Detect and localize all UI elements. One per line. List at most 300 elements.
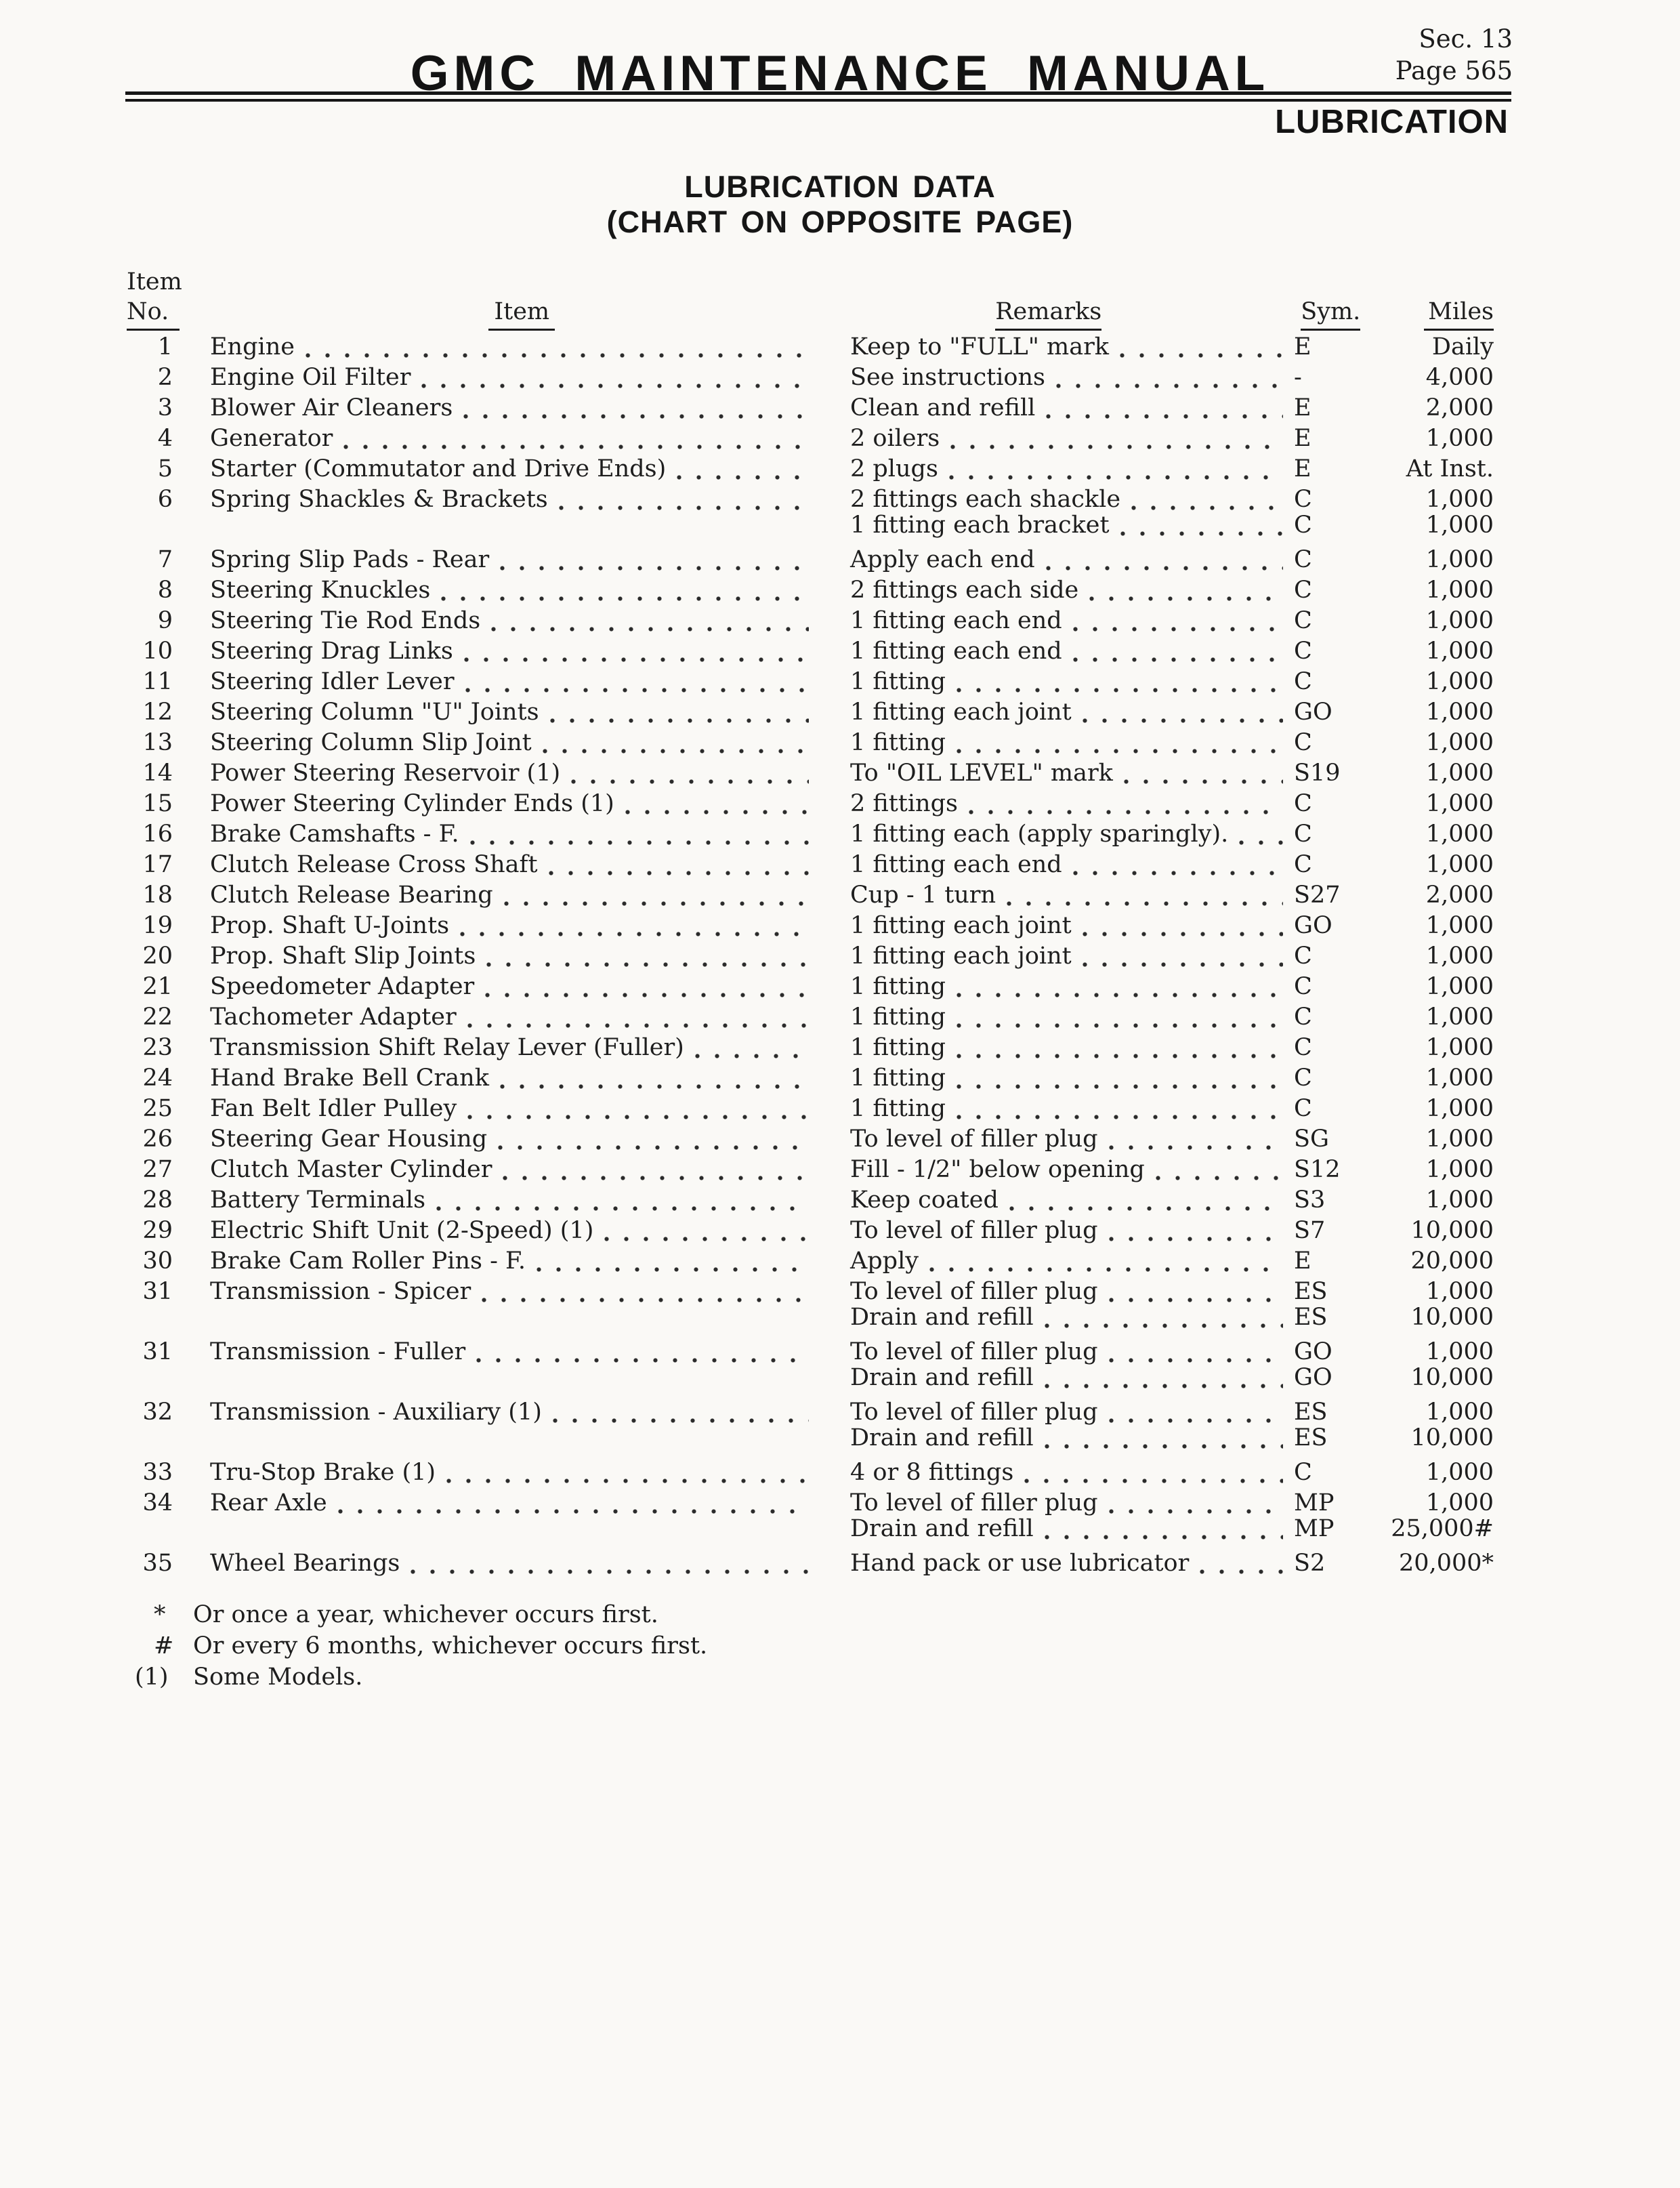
miles-cell: 1,000 (1425, 699, 1494, 726)
table-row (125, 667, 1511, 697)
dot-leader (467, 1023, 809, 1028)
item-cell (173, 1216, 820, 1246)
table-row (125, 393, 1511, 424)
remarks-cell (850, 606, 1294, 636)
dot-leader (1120, 531, 1283, 536)
symbol-cell: C (1294, 638, 1312, 665)
dot-leader (957, 1115, 1283, 1119)
dot-leader (1109, 1358, 1283, 1363)
remarks-text: 2 fittings each shackle (850, 486, 1121, 513)
remarks-cell (850, 454, 1294, 484)
remarks-text: Hand pack or use lubricator (850, 1550, 1190, 1577)
symbol-cell: C (1294, 512, 1312, 539)
footnote-text: Some Models. (193, 1664, 363, 1691)
remarks-cell (850, 1548, 1294, 1579)
item-text: Engine (210, 333, 295, 360)
dot-leader (1046, 414, 1283, 419)
miles-cell: 1,000 (1425, 912, 1494, 939)
dot-leader (500, 566, 809, 571)
item-cell (173, 363, 820, 393)
dot-leader (957, 688, 1283, 693)
symbol-cell: ES (1294, 1399, 1328, 1426)
item-cell (173, 1002, 820, 1033)
footnote (125, 1599, 1074, 1630)
dot-leader (500, 1084, 809, 1089)
footnote (125, 1630, 1074, 1661)
dot-leader (957, 749, 1283, 754)
item-text: Hand Brake Bell Crank (210, 1065, 489, 1092)
remarks-cell (850, 1033, 1294, 1063)
item-text: Power Steering Cylinder Ends (1) (210, 790, 614, 817)
item-text: Starter (Commutator and Drive Ends) (210, 455, 667, 482)
dot-leader (1045, 1323, 1283, 1328)
item-text: Clutch Release Cross Shaft (210, 851, 538, 878)
symbol-cell: C (1294, 1004, 1312, 1031)
item-cell (173, 1548, 820, 1579)
symbol-cell: S27 (1294, 882, 1341, 909)
item-cell (173, 850, 820, 880)
remarks-cell (850, 667, 1294, 697)
dot-leader (1045, 1444, 1283, 1449)
item-text: Wheel Bearings (210, 1550, 400, 1577)
item-cell (173, 1155, 820, 1185)
dot-leader (549, 871, 809, 875)
dot-leader (1073, 657, 1283, 662)
dot-leader (1200, 1569, 1283, 1574)
miles-cell: 1,000 (1425, 1034, 1494, 1061)
symbol-cell: S7 (1294, 1217, 1326, 1244)
dot-leader (441, 596, 809, 601)
miles-cell: 20,000 (1410, 1247, 1494, 1275)
table-row (125, 972, 1511, 1002)
miles-cell: 1,000 (1425, 1399, 1494, 1426)
remarks-cell (850, 545, 1294, 575)
remarks-text: 1 fitting each joint (850, 943, 1072, 970)
item-no-cell: 17 (142, 851, 173, 878)
item-text: Spring Shackles & Brackets (210, 486, 548, 513)
table-row (125, 1548, 1511, 1579)
symbol-cell: S12 (1294, 1156, 1341, 1183)
table-header-row (125, 297, 1511, 331)
remarks-cell (850, 424, 1294, 454)
miles-cell: 10,000 (1410, 1424, 1494, 1451)
table-row (125, 424, 1511, 454)
dot-leader (1083, 962, 1283, 967)
remarks-cell (850, 510, 1294, 541)
dot-leader (498, 1145, 809, 1150)
miles-cell: 1,000 (1425, 851, 1494, 878)
dot-leader (491, 627, 809, 632)
symbol-cell: C (1294, 973, 1312, 1000)
item-cell (173, 1063, 820, 1094)
dot-leader (1073, 627, 1283, 632)
remarks-cell (850, 880, 1294, 911)
dot-leader (1109, 1418, 1283, 1423)
dot-leader (470, 840, 809, 845)
dot-leader (537, 1267, 809, 1272)
remarks-text: 1 fitting (850, 729, 946, 756)
table-row (125, 1124, 1511, 1155)
manual-title: GMC MAINTENANCE MANUAL (410, 46, 1270, 101)
item-no-cell: 7 (157, 546, 173, 573)
miles-cell: 1,000 (1425, 729, 1494, 756)
item-no-cell: 2 (157, 364, 173, 391)
miles-cell: At Inst. (1406, 455, 1494, 482)
item-no-cell: 6 (157, 486, 173, 513)
miles-cell: Daily (1431, 333, 1494, 360)
remarks-text: 2 fittings each side (850, 577, 1079, 604)
miles-cell: 1,000 (1425, 512, 1494, 539)
miles-cell: 1,000 (1425, 1459, 1494, 1486)
miles-cell: 1,000 (1425, 607, 1494, 634)
remarks-text: 2 fittings (850, 790, 958, 817)
item-text: Steering Gear Housing (210, 1126, 488, 1153)
remarks-text: Apply each end (850, 546, 1035, 573)
table-row (125, 850, 1511, 880)
miles-cell: 1,000 (1425, 1095, 1494, 1122)
item-cell (173, 575, 820, 606)
item-text: Transmission - Auxiliary (1) (210, 1399, 542, 1426)
remarks-cell (850, 1094, 1294, 1124)
table-row (125, 941, 1511, 972)
remarks-cell (850, 1063, 1294, 1094)
item-text: Rear Axle (210, 1489, 327, 1516)
item-cell (173, 819, 820, 850)
symbol-cell: C (1294, 1065, 1312, 1092)
symbol-cell: E (1294, 333, 1311, 360)
item-text: Engine Oil Filter (210, 364, 411, 391)
table-row (125, 575, 1511, 606)
item-text: Prop. Shaft U-Joints (210, 912, 450, 939)
remarks-cell (850, 1363, 1294, 1393)
item-no-cell: 28 (142, 1186, 173, 1214)
remarks-text: Cup - 1 turn (850, 882, 996, 909)
dot-leader (950, 445, 1283, 449)
dot-leader (503, 1176, 809, 1180)
item-text: Transmission Shift Relay Lever (Fuller) (210, 1034, 684, 1061)
remarks-text: 1 fitting each joint (850, 699, 1072, 726)
dot-leader (436, 1206, 809, 1211)
miles-cell: 1,000 (1425, 1065, 1494, 1092)
symbol-cell: C (1294, 1095, 1312, 1122)
remarks-text: 1 fitting each bracket (850, 512, 1110, 539)
remarks-text: See instructions (850, 364, 1045, 391)
dot-leader (1056, 384, 1283, 388)
item-no-cell: 9 (157, 607, 173, 634)
symbol-cell: ES (1294, 1424, 1328, 1451)
item-cell (173, 1185, 820, 1216)
item-no-cell: 23 (142, 1034, 173, 1061)
miles-cell: 1,000 (1425, 821, 1494, 848)
remarks-text: 2 oilers (850, 425, 940, 452)
item-text: Steering Drag Links (210, 638, 453, 665)
item-cell (173, 911, 820, 941)
item-no-cell: 13 (142, 729, 173, 756)
dot-leader (1109, 1298, 1283, 1302)
dot-leader (957, 1084, 1283, 1089)
item-text: Spring Slip Pads - Rear (210, 546, 490, 573)
item-cell (173, 606, 820, 636)
table-row (125, 1458, 1511, 1488)
remarks-text: Apply (850, 1247, 919, 1275)
item-no-cell: 8 (157, 577, 173, 604)
dot-leader (604, 1237, 809, 1241)
symbol-cell: ES (1294, 1304, 1328, 1331)
symbol-cell: C (1294, 1034, 1312, 1061)
table-row (125, 332, 1511, 363)
symbol-cell: E (1294, 1247, 1311, 1275)
item-text: Battery Terminals (210, 1186, 426, 1214)
remarks-text: 1 fitting each end (850, 851, 1062, 878)
remarks-cell (850, 393, 1294, 424)
remarks-cell (850, 728, 1294, 758)
symbol-cell: S2 (1294, 1550, 1326, 1577)
remarks-cell (850, 972, 1294, 1002)
page-number: Page 565 (1395, 56, 1513, 85)
dot-leader (957, 1054, 1283, 1058)
remarks-cell (850, 363, 1294, 393)
remarks-text: 1 fitting (850, 1004, 946, 1031)
dot-leader (411, 1569, 809, 1574)
remarks-cell (850, 1302, 1294, 1333)
remarks-text: To level of filler plug (850, 1399, 1098, 1426)
item-text: Clutch Release Bearing (210, 882, 493, 909)
item-text: Steering Tie Rod Ends (210, 607, 481, 634)
symbol-cell: C (1294, 851, 1312, 878)
item-no-cell: 31 (142, 1338, 173, 1365)
remarks-text: To level of filler plug (850, 1217, 1098, 1244)
dot-leader (957, 993, 1283, 997)
dot-leader (1024, 1479, 1283, 1483)
miles-cell: 10,000 (1410, 1364, 1494, 1391)
symbol-cell: S19 (1294, 760, 1341, 787)
item-cell (173, 1094, 820, 1124)
symbol-cell: - (1294, 364, 1302, 391)
footnotes (125, 1599, 1074, 1693)
remarks-text: 4 or 8 fittings (850, 1459, 1014, 1486)
item-no-cell: 33 (142, 1459, 173, 1486)
item-no-cell: 22 (142, 1004, 173, 1031)
dot-leader (559, 505, 809, 510)
dot-leader (677, 475, 809, 480)
item-cell (173, 1277, 820, 1307)
item-no-cell: 30 (142, 1247, 173, 1275)
miles-cell: 1,000 (1425, 668, 1494, 695)
symbol-cell: S3 (1294, 1186, 1326, 1214)
symbol-cell: C (1294, 1459, 1312, 1486)
remarks-text: Drain and refill (850, 1424, 1034, 1451)
dot-leader (1239, 840, 1283, 845)
remarks-text: Keep coated (850, 1186, 999, 1214)
table-row (125, 819, 1511, 850)
dot-leader (463, 414, 809, 419)
dot-leader (1089, 596, 1283, 601)
symbol-cell: ES (1294, 1278, 1328, 1305)
dot-leader (969, 810, 1283, 814)
dot-leader (1109, 1237, 1283, 1241)
item-no-cell: 21 (142, 973, 173, 1000)
miles-cell: 1,000 (1425, 943, 1494, 970)
item-no-cell: 3 (157, 394, 173, 421)
item-no-cell: 11 (142, 668, 173, 695)
miles-cell: 25,000# (1391, 1515, 1494, 1542)
item-cell (173, 454, 820, 484)
remarks-cell (850, 1423, 1294, 1453)
item-no-cell: 12 (142, 699, 173, 726)
miles-cell: 2,000 (1425, 394, 1494, 421)
miles-cell: 10,000 (1410, 1217, 1494, 1244)
dot-leader (695, 1054, 809, 1058)
miles-cell: 1,000 (1425, 577, 1494, 604)
miles-cell: 1,000 (1425, 790, 1494, 817)
dot-leader (957, 1023, 1283, 1028)
item-text: Tru-Stop Brake (1) (210, 1459, 436, 1486)
dot-leader (1009, 1206, 1283, 1211)
remarks-cell (850, 332, 1294, 363)
dot-leader (929, 1267, 1283, 1272)
item-no-cell: 15 (142, 790, 173, 817)
dot-leader (1109, 1145, 1283, 1150)
footnote-marker: # (154, 1632, 174, 1659)
item-text: Clutch Master Cylinder (210, 1156, 492, 1183)
item-no-cell: 4 (157, 425, 173, 452)
item-no-cell: 32 (142, 1399, 173, 1426)
miles-cell: 1,000 (1425, 425, 1494, 452)
dot-leader (1131, 505, 1283, 510)
item-cell (173, 880, 820, 911)
miles-cell: 1,000 (1425, 1126, 1494, 1153)
item-cell (173, 941, 820, 972)
item-text: Brake Camshafts - F. (210, 821, 459, 848)
section-heading: LUBRICATION (1275, 104, 1509, 140)
remarks-cell (850, 1458, 1294, 1488)
table-row (125, 697, 1511, 728)
item-text: Transmission - Fuller (210, 1338, 466, 1365)
item-text: Generator (210, 425, 333, 452)
item-no-cell: 14 (142, 760, 173, 787)
dot-leader (476, 1358, 809, 1363)
dot-leader (543, 749, 809, 754)
item-text: Brake Cam Roller Pins - F. (210, 1247, 526, 1275)
dot-leader (571, 779, 809, 784)
item-text: Tachometer Adapter (210, 1004, 457, 1031)
dot-leader (1083, 932, 1283, 936)
item-cell (173, 332, 820, 363)
symbol-cell: MP (1294, 1515, 1335, 1542)
symbol-cell: C (1294, 577, 1312, 604)
remarks-cell (850, 941, 1294, 972)
remarks-cell (850, 1185, 1294, 1216)
item-text: Steering Knuckles (210, 577, 431, 604)
miles-cell: 1,000 (1425, 1338, 1494, 1365)
item-text: Transmission - Spicer (210, 1278, 471, 1305)
dot-leader (485, 993, 809, 997)
remarks-cell (850, 911, 1294, 941)
remarks-cell (850, 1246, 1294, 1277)
miles-cell: 10,000 (1410, 1304, 1494, 1331)
page-title-line1: LUBRICATION DATA (684, 169, 996, 204)
table-row (125, 1002, 1511, 1033)
remarks-cell (850, 758, 1294, 789)
miles-cell: 1,000 (1425, 546, 1494, 573)
remarks-cell (850, 850, 1294, 880)
symbol-cell: C (1294, 821, 1312, 848)
table-row (125, 1033, 1511, 1063)
miles-header: Miles (1365, 297, 1511, 331)
dot-leader (421, 384, 809, 388)
miles-cell: 1,000 (1425, 1004, 1494, 1031)
miles-cell: 2,000 (1425, 882, 1494, 909)
remarks-text: Drain and refill (850, 1304, 1034, 1331)
remarks-cell (850, 1216, 1294, 1246)
item-cell (173, 1033, 820, 1063)
item-no-cell: 1 (157, 333, 173, 360)
symbol-cell: MP (1294, 1489, 1335, 1516)
item-cell (173, 424, 820, 454)
dot-leader (1045, 1535, 1283, 1540)
symbol-cell: C (1294, 729, 1312, 756)
symbol-cell: C (1294, 486, 1312, 513)
item-cell (173, 1124, 820, 1155)
dot-leader (1109, 1509, 1283, 1514)
remarks-text: 2 plugs (850, 455, 938, 482)
item-text: Steering Idler Lever (210, 668, 455, 695)
dot-leader (467, 1115, 809, 1119)
footnote-text: Or every 6 months, whichever occurs first. (193, 1632, 708, 1659)
symbol-cell: GO (1294, 1338, 1332, 1365)
table-row (125, 1246, 1511, 1277)
remarks-cell (850, 1124, 1294, 1155)
table-row (125, 1063, 1511, 1094)
table-row (125, 545, 1511, 575)
item-cell (173, 636, 820, 667)
remarks-text: 1 fitting each end (850, 638, 1062, 665)
item-no-cell: 35 (142, 1550, 173, 1577)
footnote-marker: (1) (135, 1664, 169, 1691)
dot-leader (625, 810, 809, 814)
symbol-cell: GO (1294, 699, 1332, 726)
item-text: Prop. Shaft Slip Joints (210, 943, 476, 970)
remarks-text: 1 fitting (850, 1095, 946, 1122)
remarks-text: To level of filler plug (850, 1278, 1098, 1305)
symbol-cell: E (1294, 425, 1311, 452)
item-cell (173, 972, 820, 1002)
item-cell (173, 1397, 820, 1428)
symbol-cell: C (1294, 607, 1312, 634)
miles-cell: 4,000 (1425, 364, 1494, 391)
dot-leader (949, 475, 1283, 480)
item-no-cell: 24 (142, 1065, 173, 1092)
dot-leader (1124, 779, 1283, 784)
remarks-text: Drain and refill (850, 1364, 1034, 1391)
section-number: Sec. 13 (1419, 24, 1513, 54)
dot-leader (1045, 1384, 1283, 1388)
footnote (125, 1661, 1074, 1693)
remarks-cell (850, 575, 1294, 606)
item-no-cell: 16 (142, 821, 173, 848)
dot-leader (1083, 718, 1283, 723)
item-cell (173, 545, 820, 575)
table-body (125, 332, 1511, 1579)
item-cell (173, 667, 820, 697)
remarks-cell (850, 1155, 1294, 1185)
footnote-marker: * (154, 1601, 166, 1628)
table-row (125, 911, 1511, 941)
miles-cell: 1,000 (1425, 486, 1494, 513)
dot-leader (1073, 871, 1283, 875)
dot-leader (1120, 353, 1283, 358)
dot-leader (465, 688, 809, 693)
